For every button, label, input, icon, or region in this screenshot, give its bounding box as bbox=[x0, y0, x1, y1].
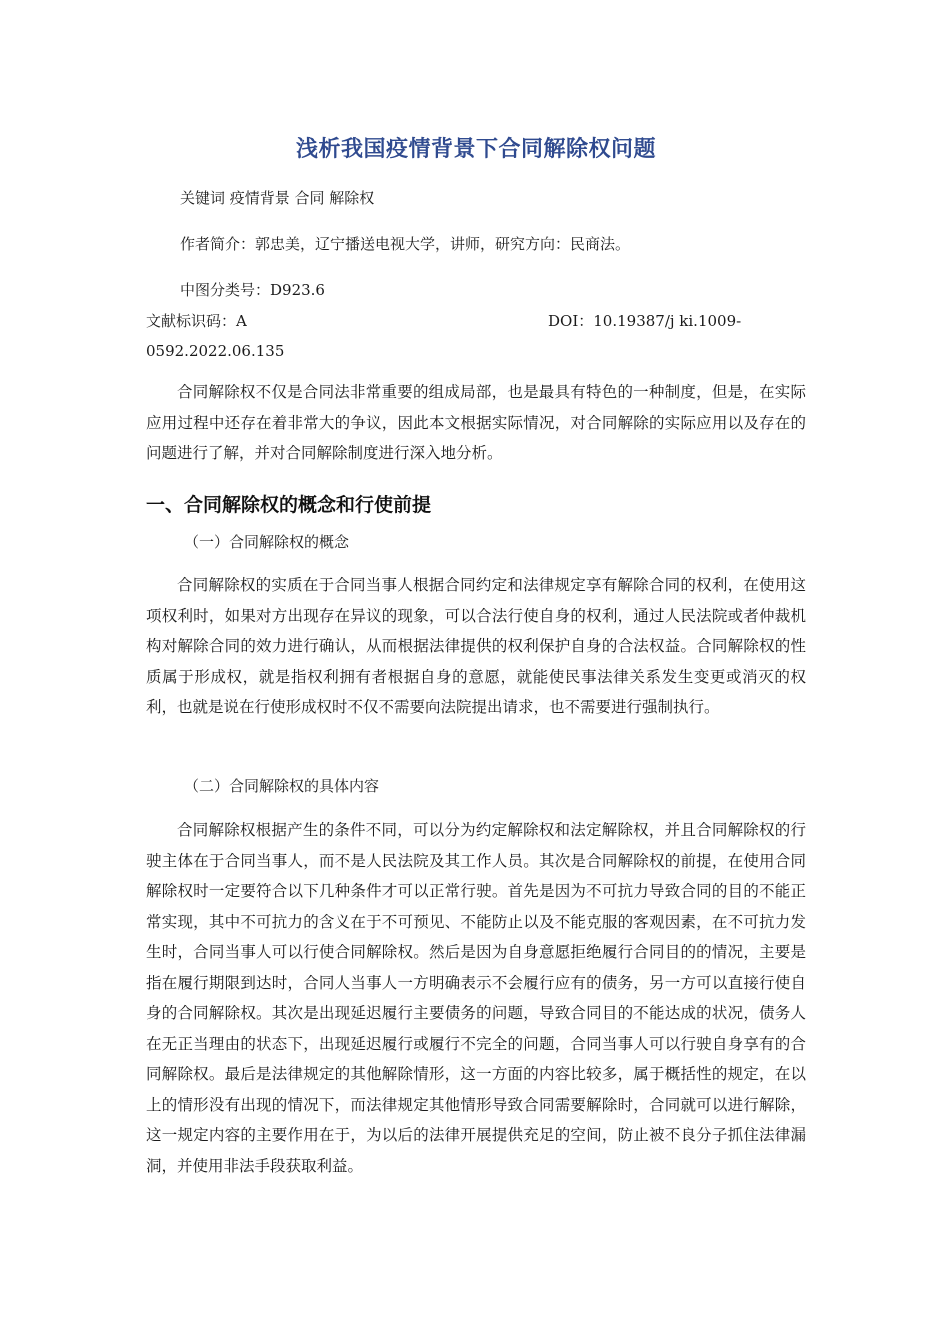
paper-title: 浅析我国疫情背景下合同解除权问题 bbox=[295, 137, 656, 162]
doc-code-doi-row bbox=[146, 311, 806, 331]
keywords-line: 关键词 疫情背景 合同 解除权 bbox=[180, 189, 375, 207]
author-intro: 作者简介：郭忠美，辽宁播送电视大学，讲师，研究方向：民商法。 bbox=[180, 235, 631, 253]
clc-number: 中图分类号：D923.6 bbox=[180, 281, 325, 299]
section-1-heading: 一、合同解除权的概念和行使前提 bbox=[146, 494, 432, 516]
doi-line-2: 0592.2022.06.135 bbox=[146, 342, 285, 360]
subsection-2-heading: （二）合同解除权的具体内容 bbox=[184, 777, 380, 795]
subsection-1-paragraph: 合同解除权的实质在于合同当事人根据合同约定和法律规定享有解除合同的权利，在使用这项权利时，如果对方出现存在异议的现象，可以合法行使自身的权利，通过人民法院或者仲裁机构对解除合同的效力进行确认，从而根据法律提供的权利保护自身的合法权益。合同解除权的性质属于形成权，就是指权利拥有者根据自身的意愿，就能使民事法律关系发生变更或消灭的权利，也就是说在行使形成权时不仅不需要向法院提出请求，也不需要进行强制执行。 bbox=[146, 576, 806, 716]
abstract-paragraph: 合同解除权不仅是合同法非常重要的组成局部，也是最具有特色的一种制度，但是，在实际应用过程中还存在着非常大的争议，因此本文根据实际情况，对合同解除的实际应用以及存在的问题进行了解，并对合同解除制度进行深入地分析。 bbox=[146, 383, 806, 462]
subsection-2-paragraph: 合同解除权根据产生的条件不同，可以分为约定解除权和法定解除权，并且合同解除权的行驶主体在于合同当事人，而不是人民法院及其工作人员。其次是合同解除权的前提，在使用合同解除权时一定要符合以下几种条件才可以正常行驶。首先是因为不可抗力导致合同的目的不能正常实现，其中不可抗力的含义在于不可预见、不能防止以及不能克服的客观因素，在不可抗力发生时，合同当事人可以行使合同解除权。然后是因为自身意愿拒绝履行合同目的的情况，主要是指在履行期限到达时，合同人当事人一方明确表示不会履行应有的债务，另一方可以直接行使自身的合同解除权。其次是出现延迟履行主要债务的问题，导致合同目的不能达成的状况，债务人在无正当理由的状态下，出现延迟履行或履行不完全的问题，合同当事人可以行驶自身享有的合同解除权。最后是法律规定的其他解除情形，这一方面的内容比较多，属于概括性的规定，在以上的情形没有出现的情况下，而法律规定其他情形导致合同需要解除时，合同就可以进行解除，这一规定内容的主要作用在于，为以后的法律开展提供充足的空间，防止被不良分子抓住法律漏洞，并使用非法手段获取利益。 bbox=[146, 821, 806, 1175]
doc-code: 文献标识码：A bbox=[146, 312, 247, 330]
subsection-1-heading: （一）合同解除权的概念 bbox=[184, 533, 350, 551]
doi-line-1: DOI：10.19387/j ki.1009- bbox=[548, 312, 742, 330]
